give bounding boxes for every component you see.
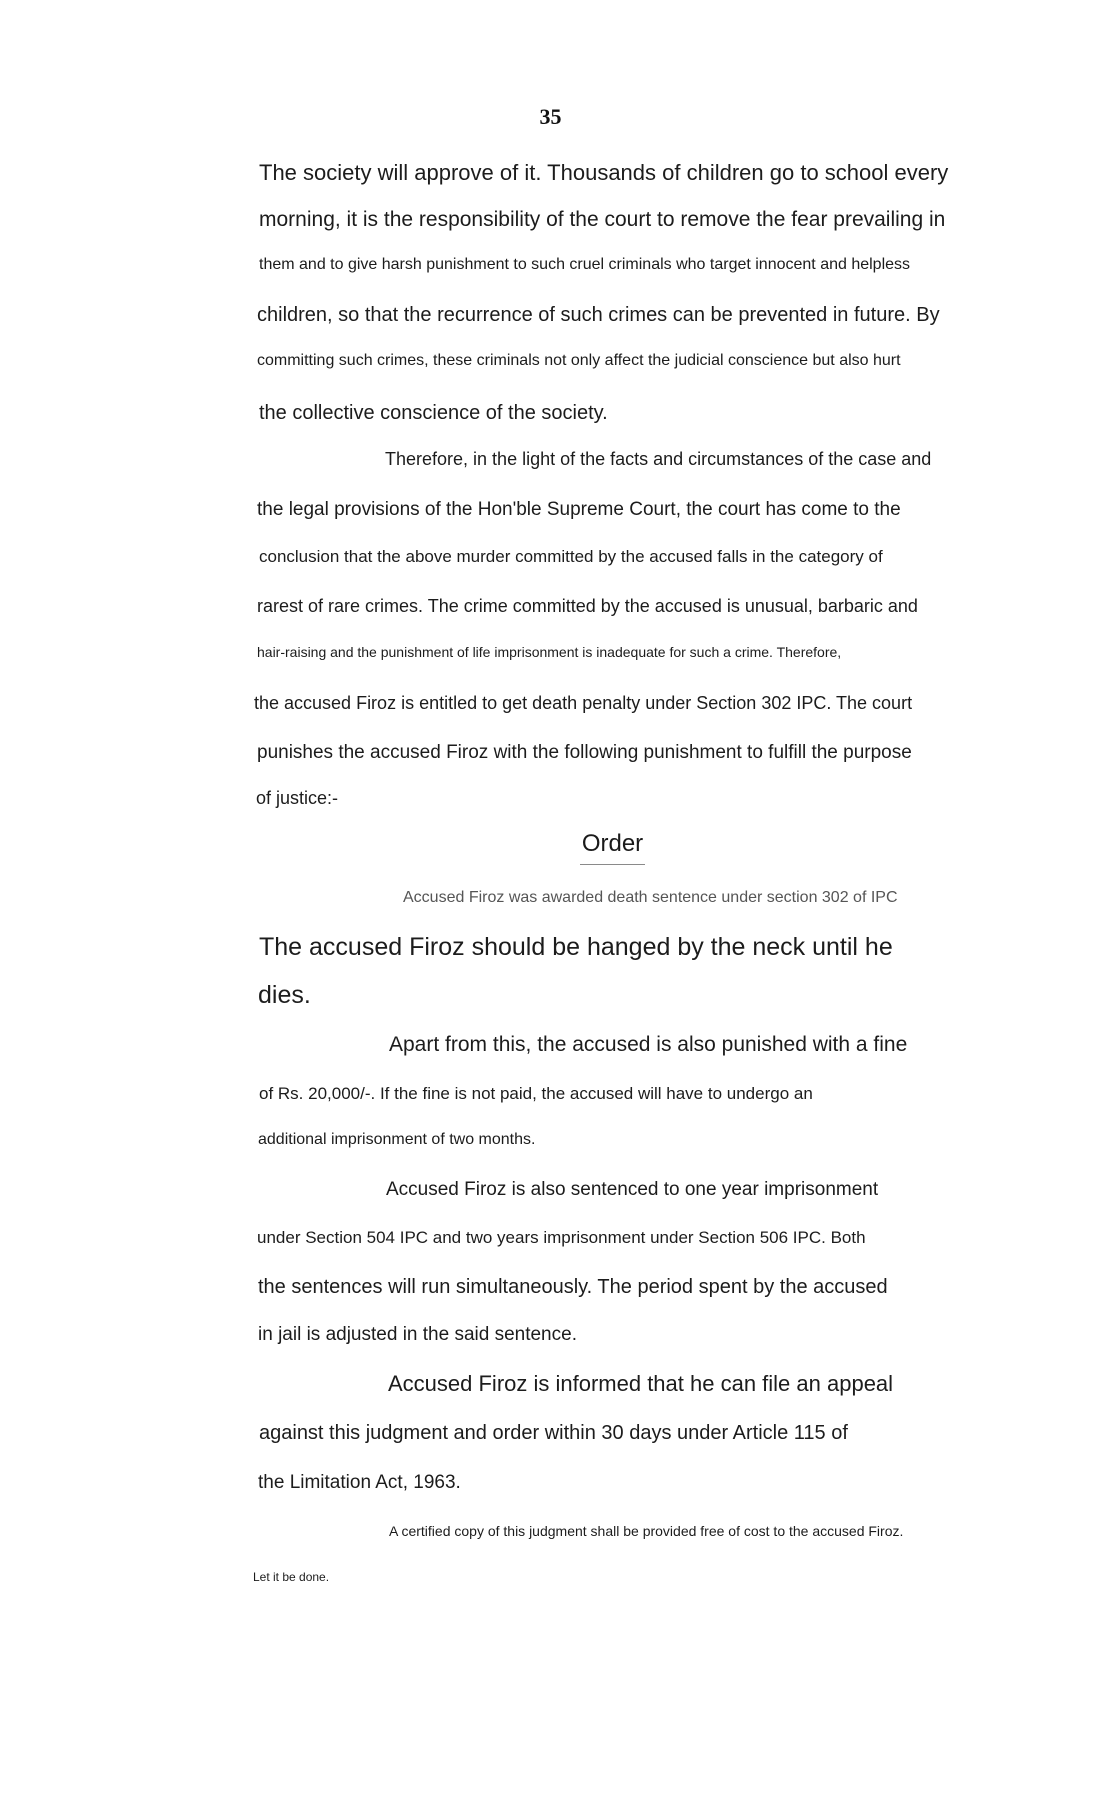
- paragraph-2-line-1: Therefore, in the light of the facts and circumstances of the case and: [385, 449, 932, 469]
- paragraph-1-line-3: them and to give harsh punishment to such cruel criminals who target innocent and helpless: [259, 256, 911, 273]
- order-heading: [0, 830, 1101, 865]
- imprisonment-paragraph-line-4: in jail is adjusted in the said sentence.: [258, 1324, 577, 1345]
- death-sentence-line: Accused Firoz was awarded death sentence under section 302 of IPC: [403, 889, 898, 906]
- paragraph-1-line-5: committing such crimes, these criminals not only affect the judicial conscience but also hurt: [257, 352, 901, 369]
- paragraph-1-line-1: The society will approve of it. Thousands of children go to school every: [259, 160, 949, 185]
- order-heading-text: Order: [580, 830, 645, 865]
- appeal-paragraph-line-2: against this judgment and order within 30 days under Article 115 of: [259, 1422, 848, 1444]
- paragraph-2-line-2: the legal provisions of the Hon'ble Supreme Court, the court has come to the: [257, 499, 901, 520]
- certified-copy-line: A certified copy of this judgment shall be provided free of cost to the accused Firoz.: [389, 1523, 904, 1539]
- appeal-paragraph-line-1: Accused Firoz is informed that he can file an appeal: [388, 1371, 894, 1396]
- appeal-paragraph-line-3: the Limitation Act, 1963.: [258, 1472, 461, 1493]
- fine-paragraph-line-2: of Rs. 20,000/-. If the fine is not paid, the accused will have to undergo an: [259, 1084, 813, 1103]
- imprisonment-paragraph-line-2: under Section 504 IPC and two years imprisonment under Section 506 IPC. Both: [257, 1228, 866, 1247]
- paragraph-2-line-5: hair-raising and the punishment of life imprisonment is inadequate for such a crime. Therefore,: [257, 644, 842, 660]
- imprisonment-paragraph-line-3: the sentences will run simultaneously. The period spent by the accused: [258, 1276, 888, 1298]
- paragraph-2-line-7: punishes the accused Firoz with the following punishment to fulfill the purpose: [257, 742, 912, 763]
- paragraph-2-line-4: rarest of rare crimes. The crime committed by the accused is unusual, barbaric and: [257, 596, 918, 616]
- paragraph-2-line-8: of justice:-: [256, 788, 339, 808]
- paragraph-2-line-6: the accused Firoz is entitled to get death penalty under Section 302 IPC. The court: [254, 693, 913, 713]
- page-number: 35: [539, 104, 562, 129]
- hanging-order-line-2: dies.: [258, 981, 311, 1009]
- fine-paragraph-line-1: Apart from this, the accused is also punished with a fine: [389, 1033, 908, 1056]
- hanging-order-line-1: The accused Firoz should be hanged by the neck until he: [259, 933, 893, 961]
- paragraph-1-line-6: the collective conscience of the society.: [259, 402, 608, 424]
- paragraph-1-line-4: children, so that the recurrence of such crimes can be prevented in future. By: [257, 304, 940, 326]
- paragraph-2-line-3: conclusion that the above murder committed by the accused falls in the category of: [259, 547, 883, 566]
- closing-line: Let it be done.: [253, 1570, 330, 1584]
- paragraph-1-line-2: morning, it is the responsibility of the court to remove the fear prevailing in: [259, 208, 946, 231]
- imprisonment-paragraph-line-1: Accused Firoz is also sentenced to one year imprisonment: [386, 1179, 879, 1200]
- fine-paragraph-line-3: additional imprisonment of two months.: [258, 1131, 536, 1148]
